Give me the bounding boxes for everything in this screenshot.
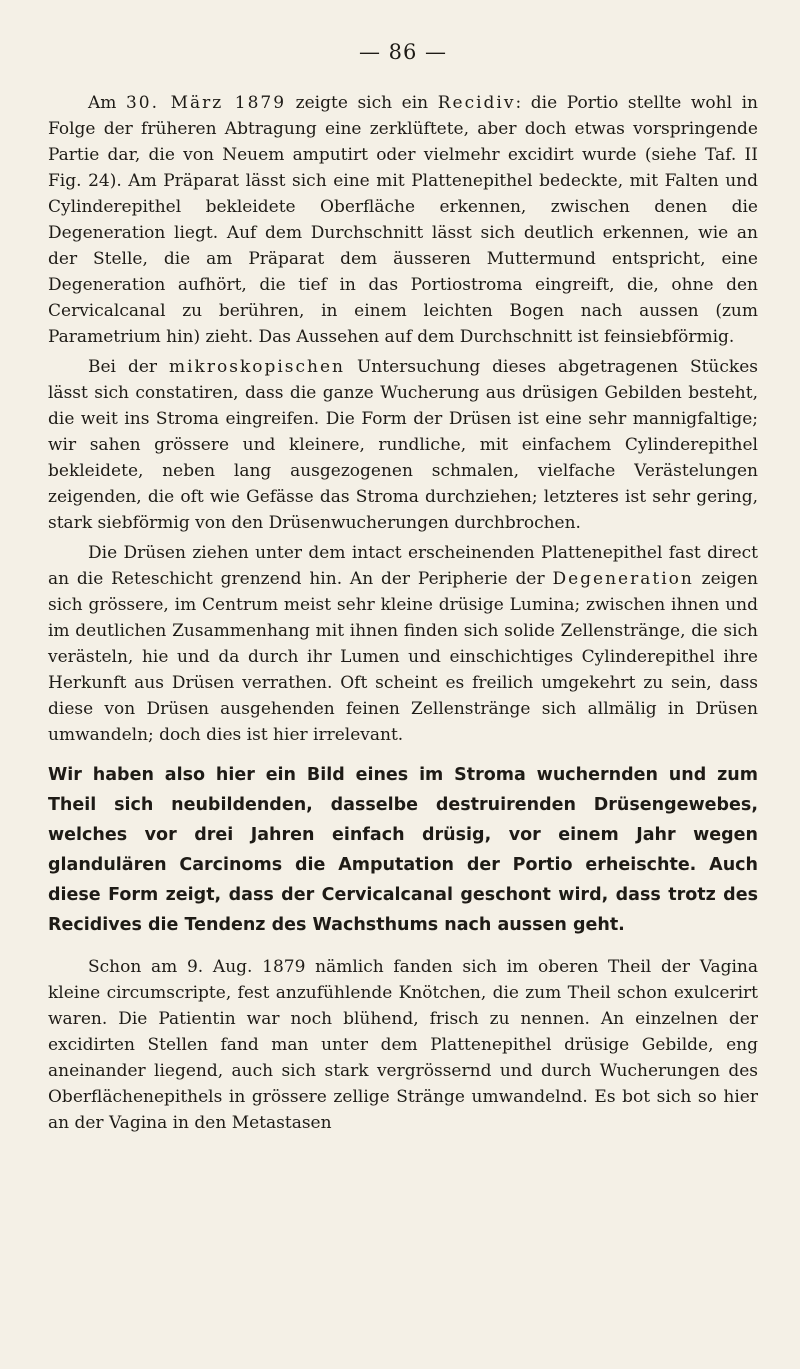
paragraph-3-lead: Die Drüsen ziehen unter dem intact erscheinenden Plattenepithel fast direct an die Reteschicht grenzend hin. An der Peripherie der: [48, 543, 758, 589]
paragraph-2-lead: Bei der: [88, 357, 169, 377]
paragraph-4-bold-summary: Wir haben also hier ein Bild eines im Stroma wuchernden und zum Theil sich neubildenden, dasselbe destruirenden Drüsengewebes, welches vor drei Jahren einfach drüsig, vor einem Jahr wegen glandulären Carcinoms die Amputation der Portio erheischte. Auch diese Form zeigt, dass der Cervicalcanal geschont wird, dass trotz des Recidives die Tendenz des Wachsthums nach aussen geht.: [48, 765, 758, 935]
paragraph-2-spaced: mikroskopischen: [169, 357, 346, 377]
document-page: [48, 40, 758, 1340]
paragraph-3-rest: zeigen sich grössere, im Centrum meist sehr kleine drüsige Lumina; zwischen ihnen und im deutlichen Zusammenhang mit ihnen finden sich solide Zellenstränge, die sich verästeln, hie und da durch ihr Lumen und einschichtiges Cylinderepithel ihre Herkunft aus Drüsen verrathen. Oft scheint es freilich umgekehrt zu sein, dass diese von Drüsen ausgehenden feinen Zellenstränge sich allmälig in Drüsen umwandeln; doch dies ist hier irrelevant.: [48, 569, 758, 745]
paragraph-2-rest: Untersuchung dieses abgetragenen Stückes lässt sich constatiren, dass die ganze Wucherung aus drüsigen Gebilden besteht, die weit ins Stroma eingreifen. Die Form der Drüsen ist eine sehr mannigfaltige; wir sahen grössere und kleinere, rundliche, mit einfachem Cylinderepithel bekleidete, neben lang ausgezogenen schmalen, vielfache Verästelungen zeigenden, die oft wie Gefässe das Stroma durchziehen; letzteres ist sehr gering, stark siebförmig von den Drüsenwucherungen durchbrochen.: [48, 357, 758, 533]
paragraph-3: [48, 540, 758, 748]
paragraph-2: [48, 354, 758, 536]
page-number: — 86 —: [358, 40, 448, 64]
paragraph-1: [48, 90, 758, 350]
paragraph-1-date: 30. März 1879: [125, 93, 287, 113]
paragraph-1-rest: : die Portio stellte wohl in Folge der früheren Abtragung eine zerklüftete, aber doch etwas vorspringende Partie dar, die von Neuem amputirt oder vielmehr excidirt wurde (siehe Taf. II Fig. 24). Am Präparat lässt sich eine mit Plattenepithel bedeckte, mit Falten und Cylinderepithel bekleidete Oberfläche erkennen, zwischen denen die Degeneration liegt. Auf dem Durchschnitt lässt sich deutlich erkennen, wie an der Stelle, die am Präparat dem äusseren Muttermund entspricht, eine Degeneration aufhört, die tief in das Portiostroma eingreift, die, ohne den Cervicalcanal zu berühren, in einem leichten Bogen nach aussen (zum Parametrium hin) zieht. Das Aussehen auf dem Durchschnitt ist feinsiebförmig.: [48, 93, 759, 347]
paragraph-3-spaced: Degeneration: [552, 569, 694, 589]
paragraph-1-lead: Am: [88, 93, 126, 113]
paragraph-1-recidiv: Recidiv: [437, 93, 516, 113]
paragraph-1-mid: zeigte sich ein: [286, 93, 438, 113]
paragraph-5: Schon am 9. Aug. 1879 nämlich fanden sich im oberen Theil der Vagina kleine circumscripte, fest anzufühlende Knötchen, die zum Theil schon exulcerirt waren. Die Patientin war noch blühend, frisch zu nennen. An einzelnen der excidirten Stellen fand man unter dem Plattenepithel drüsige Gebilde, eng aneinander liegend, auch sich stark vergrössernd und durch Wucherungen des Oberflächenepithels in grössere zellige Stränge umwandelnd. Es bot sich so hier an der Vagina in den Metastasen: [48, 957, 758, 1133]
